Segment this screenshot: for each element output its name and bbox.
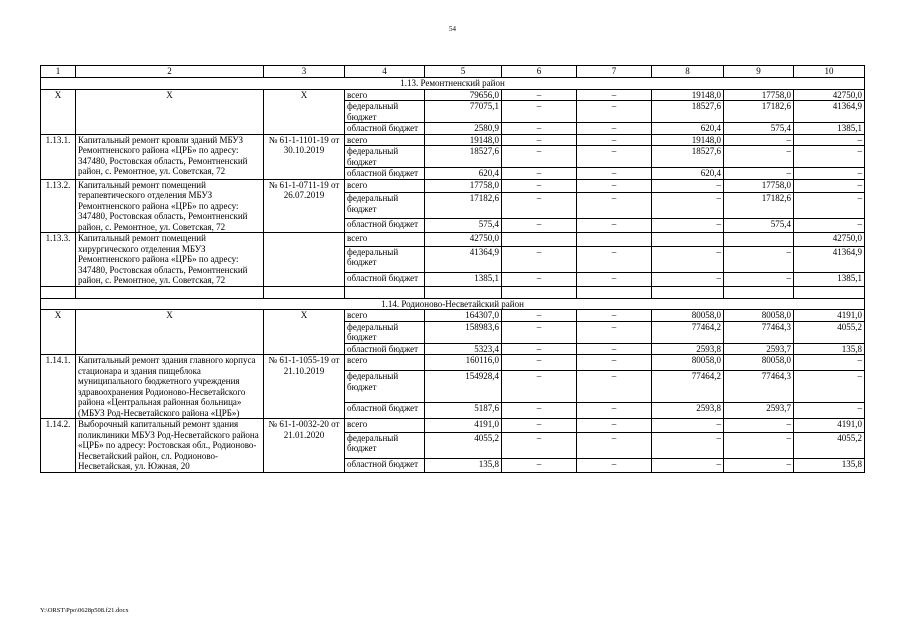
table-body xyxy=(41,66,865,473)
value-cell: 17182,6 xyxy=(724,101,794,123)
funding-source: областной бюджет xyxy=(345,458,425,472)
value-cell: – xyxy=(502,246,577,272)
value-cell: 17758,0 xyxy=(724,179,794,193)
value-cell: – xyxy=(794,146,865,168)
value-cell: – xyxy=(794,355,865,371)
section-title: 1.14. Родионово-Несветайский район xyxy=(41,298,865,310)
value-cell: 42750,0 xyxy=(425,233,502,247)
value-cell: 80058,0 xyxy=(724,310,794,322)
value-cell: 154928,4 xyxy=(425,371,502,402)
funding-source: всего xyxy=(345,310,425,322)
value-cell: 620,4 xyxy=(425,168,502,180)
value-cell: – xyxy=(577,123,652,135)
empty-cell xyxy=(577,286,652,298)
value-cell: 575,4 xyxy=(724,219,794,233)
value-cell: 2593,7 xyxy=(724,402,794,418)
value-cell: – xyxy=(577,355,652,371)
value-cell: 42750,0 xyxy=(794,233,865,247)
value-cell: 17758,0 xyxy=(425,179,502,193)
funding-source: областной бюджет xyxy=(345,168,425,180)
section-title-row xyxy=(41,298,865,310)
value-cell: 158983,6 xyxy=(425,321,502,343)
value-cell: 4191,0 xyxy=(794,310,865,322)
value-cell: – xyxy=(502,179,577,193)
value-cell: – xyxy=(502,402,577,418)
value-cell: – xyxy=(794,193,865,219)
file-path-footer: Y:\ORST\Ppo\0628p508.f21.docx xyxy=(40,607,129,614)
value-cell: 575,4 xyxy=(425,219,502,233)
value-cell: – xyxy=(577,419,652,433)
header-cell: 10 xyxy=(794,66,865,78)
value-cell: – xyxy=(577,343,652,355)
value-cell: 1385,1 xyxy=(794,272,865,286)
value-cell: – xyxy=(502,219,577,233)
total-number: X xyxy=(41,310,76,355)
value-cell: 5323,4 xyxy=(425,343,502,355)
value-cell: – xyxy=(577,168,652,180)
value-cell: – xyxy=(502,101,577,123)
value-cell: – xyxy=(794,402,865,418)
value-cell: 1385,1 xyxy=(794,123,865,135)
value-cell: 18527,6 xyxy=(652,101,724,123)
value-cell xyxy=(652,233,724,247)
value-cell: 18527,6 xyxy=(652,146,724,168)
value-cell: 17182,6 xyxy=(425,193,502,219)
value-cell: – xyxy=(502,310,577,322)
empty-cell xyxy=(502,286,577,298)
item-name: Капитальный ремонт помещений терапевтического отделения МБУЗ Ремонтненского района «ЦРБ» по адресу: 347480, Ростовская область, Ремонтненский район, с. Ремонтное, ул. Советская, 72 xyxy=(76,179,264,233)
value-cell: – xyxy=(794,219,865,233)
value-cell: – xyxy=(502,355,577,371)
empty-cell xyxy=(41,286,76,298)
value-cell: 19148,0 xyxy=(652,134,724,146)
value-cell: 17758,0 xyxy=(724,89,794,101)
value-cell: – xyxy=(724,134,794,146)
value-cell: – xyxy=(652,272,724,286)
value-cell: – xyxy=(502,371,577,402)
value-cell: 4191,0 xyxy=(425,419,502,433)
value-cell: 1385,1 xyxy=(425,272,502,286)
value-cell: – xyxy=(502,134,577,146)
value-cell: – xyxy=(502,168,577,180)
value-cell: – xyxy=(577,310,652,322)
funding-source: областной бюджет xyxy=(345,219,425,233)
value-cell: – xyxy=(794,179,865,193)
page-number: 54 xyxy=(449,25,456,33)
table-row xyxy=(41,233,865,247)
item-name: Капитальный ремонт здания главного корпуса стационара и здания пищеблока муниципального бюджетного учреждения здравоохранения Родионово-Несветайского района «Центральная районная больница» (МБУЗ Род-Несветайского района «ЦРБ») xyxy=(76,355,264,419)
item-number: 1.14.1. xyxy=(41,355,76,419)
value-cell: – xyxy=(577,193,652,219)
value-cell: – xyxy=(577,134,652,146)
funding-source: всего xyxy=(345,419,425,433)
value-cell: – xyxy=(724,419,794,433)
table-row xyxy=(41,310,865,322)
total-document: X xyxy=(264,89,345,134)
value-cell: 5187,6 xyxy=(425,402,502,418)
value-cell: – xyxy=(577,179,652,193)
value-cell: – xyxy=(652,246,724,272)
value-cell: – xyxy=(502,432,577,458)
value-cell: 575,4 xyxy=(724,123,794,135)
total-name: X xyxy=(76,310,264,355)
item-document: № 61-1-0032-20 от 21.01.2020 xyxy=(264,419,345,473)
value-cell: – xyxy=(502,193,577,219)
item-document: № 61-1-0711-19 от 26.07.2019 xyxy=(264,179,345,233)
value-cell: – xyxy=(502,272,577,286)
value-cell: – xyxy=(577,101,652,123)
funding-source: федеральный бюджет xyxy=(345,101,425,123)
empty-cell xyxy=(345,286,425,298)
value-cell: 77464,3 xyxy=(724,321,794,343)
item-number: 1.14.2. xyxy=(41,419,76,473)
header-cell: 6 xyxy=(502,66,577,78)
section-title-row xyxy=(41,78,865,90)
funding-source: федеральный бюджет xyxy=(345,321,425,343)
value-cell: – xyxy=(652,458,724,472)
header-row xyxy=(41,66,865,78)
value-cell: 620,4 xyxy=(652,168,724,180)
funding-source: федеральный бюджет xyxy=(345,432,425,458)
value-cell: 620,4 xyxy=(652,123,724,135)
funding-source: областной бюджет xyxy=(345,402,425,418)
funding-source: областной бюджет xyxy=(345,123,425,135)
value-cell: 77464,3 xyxy=(724,371,794,402)
value-cell: – xyxy=(724,146,794,168)
value-cell: – xyxy=(724,432,794,458)
value-cell: – xyxy=(794,371,865,402)
value-cell: – xyxy=(577,321,652,343)
table-row xyxy=(41,419,865,433)
header-cell: 9 xyxy=(724,66,794,78)
value-cell: – xyxy=(652,179,724,193)
header-cell: 1 xyxy=(41,66,76,78)
value-cell: – xyxy=(502,123,577,135)
header-cell: 3 xyxy=(264,66,345,78)
value-cell: – xyxy=(724,458,794,472)
funding-source: всего xyxy=(345,233,425,247)
item-document: № 61-1-1101-19 от 30.10.2019 xyxy=(264,134,345,179)
table-row xyxy=(41,89,865,101)
value-cell: – xyxy=(652,193,724,219)
value-cell: – xyxy=(652,432,724,458)
item-number: 1.13.3. xyxy=(41,233,76,287)
total-document: X xyxy=(264,310,345,355)
value-cell: – xyxy=(577,146,652,168)
total-name: X xyxy=(76,89,264,134)
value-cell: 2580,9 xyxy=(425,123,502,135)
funding-table xyxy=(40,65,865,473)
value-cell: – xyxy=(577,272,652,286)
value-cell: – xyxy=(724,272,794,286)
value-cell: 4055,2 xyxy=(794,432,865,458)
empty-cell xyxy=(425,286,502,298)
value-cell: 135,8 xyxy=(794,458,865,472)
value-cell: – xyxy=(652,219,724,233)
value-cell: – xyxy=(724,168,794,180)
item-name: Выборочный капитальный ремонт здания поликлиники МБУЗ Род-Несветайского района «ЦРБ» по адресу: Ростовская обл., Родионово-Несветайский район, сл. Родионово-Несветайская, ул. Южная, 20 xyxy=(76,419,264,473)
value-cell: 4055,2 xyxy=(425,432,502,458)
funding-source: федеральный бюджет xyxy=(345,146,425,168)
value-cell: 160116,0 xyxy=(425,355,502,371)
funding-source: всего xyxy=(345,134,425,146)
value-cell: 19148,0 xyxy=(652,89,724,101)
item-document xyxy=(264,233,345,287)
header-cell: 7 xyxy=(577,66,652,78)
table-row xyxy=(41,134,865,146)
table-row xyxy=(41,355,865,371)
value-cell: – xyxy=(502,419,577,433)
funding-source: всего xyxy=(345,179,425,193)
header-cell: 4 xyxy=(345,66,425,78)
value-cell xyxy=(502,233,577,247)
value-cell: – xyxy=(724,246,794,272)
item-document: № 61-1-1055-19 от 21.10.2019 xyxy=(264,355,345,419)
item-name: Капитальный ремонт помещений хирургического отделения МБУЗ Ремонтненского района «ЦРБ» по адресу: 347480, Ростовская область, Ремонтненский район, с. Ремонтное, ул. Советская, 72 xyxy=(76,233,264,287)
item-name: Капитальный ремонт кровли зданий МБУЗ Ремонтненского района «ЦРБ» по адресу: 347480, Ростовская область, Ремонтненский район, с. Ремонтное, ул. Советская, 72 xyxy=(76,134,264,179)
funding-source: федеральный бюджет xyxy=(345,193,425,219)
empty-cell xyxy=(76,286,264,298)
item-number: 1.13.2. xyxy=(41,179,76,233)
value-cell: – xyxy=(652,419,724,433)
value-cell: 41364,9 xyxy=(794,246,865,272)
value-cell: – xyxy=(577,432,652,458)
value-cell: 2593,8 xyxy=(652,402,724,418)
value-cell: – xyxy=(577,458,652,472)
value-cell: 2593,8 xyxy=(652,343,724,355)
header-cell: 2 xyxy=(76,66,264,78)
item-number: 1.13.1. xyxy=(41,134,76,179)
value-cell: – xyxy=(794,168,865,180)
funding-source: областной бюджет xyxy=(345,343,425,355)
section-title: 1.13. Ремонтненский район xyxy=(41,78,865,90)
value-cell: 80058,0 xyxy=(652,310,724,322)
header-cell: 8 xyxy=(652,66,724,78)
header-cell: 5 xyxy=(425,66,502,78)
value-cell: 135,8 xyxy=(425,458,502,472)
funding-source: всего xyxy=(345,355,425,371)
empty-cell xyxy=(724,286,794,298)
value-cell: 17182,6 xyxy=(724,193,794,219)
value-cell: 77464,2 xyxy=(652,321,724,343)
value-cell: – xyxy=(577,89,652,101)
funding-source: федеральный бюджет xyxy=(345,371,425,402)
value-cell xyxy=(724,233,794,247)
value-cell: 80058,0 xyxy=(724,355,794,371)
value-cell: 79656,0 xyxy=(425,89,502,101)
value-cell: 164307,0 xyxy=(425,310,502,322)
value-cell: – xyxy=(577,371,652,402)
value-cell: 4055,2 xyxy=(794,321,865,343)
value-cell: – xyxy=(502,458,577,472)
empty-cell xyxy=(652,286,724,298)
funding-source: областной бюджет xyxy=(345,272,425,286)
value-cell: 18527,6 xyxy=(425,146,502,168)
value-cell: – xyxy=(502,321,577,343)
value-cell: 42750,0 xyxy=(794,89,865,101)
value-cell: 80058,0 xyxy=(652,355,724,371)
spacer-row xyxy=(41,286,865,298)
total-number: X xyxy=(41,89,76,134)
value-cell: 77075,1 xyxy=(425,101,502,123)
funding-source: всего xyxy=(345,89,425,101)
value-cell: – xyxy=(577,219,652,233)
value-cell xyxy=(577,233,652,247)
value-cell: 41364,9 xyxy=(794,101,865,123)
value-cell: 77464,2 xyxy=(652,371,724,402)
value-cell: – xyxy=(502,343,577,355)
funding-source: федеральный бюджет xyxy=(345,246,425,272)
empty-cell xyxy=(794,286,865,298)
value-cell: – xyxy=(577,246,652,272)
value-cell: 4191,0 xyxy=(794,419,865,433)
value-cell: 135,8 xyxy=(794,343,865,355)
empty-cell xyxy=(264,286,345,298)
value-cell: 19148,0 xyxy=(425,134,502,146)
value-cell: – xyxy=(502,89,577,101)
value-cell: 41364,9 xyxy=(425,246,502,272)
table-row xyxy=(41,179,865,193)
value-cell: – xyxy=(577,402,652,418)
value-cell: 2593,7 xyxy=(724,343,794,355)
value-cell: – xyxy=(502,146,577,168)
value-cell: – xyxy=(794,134,865,146)
